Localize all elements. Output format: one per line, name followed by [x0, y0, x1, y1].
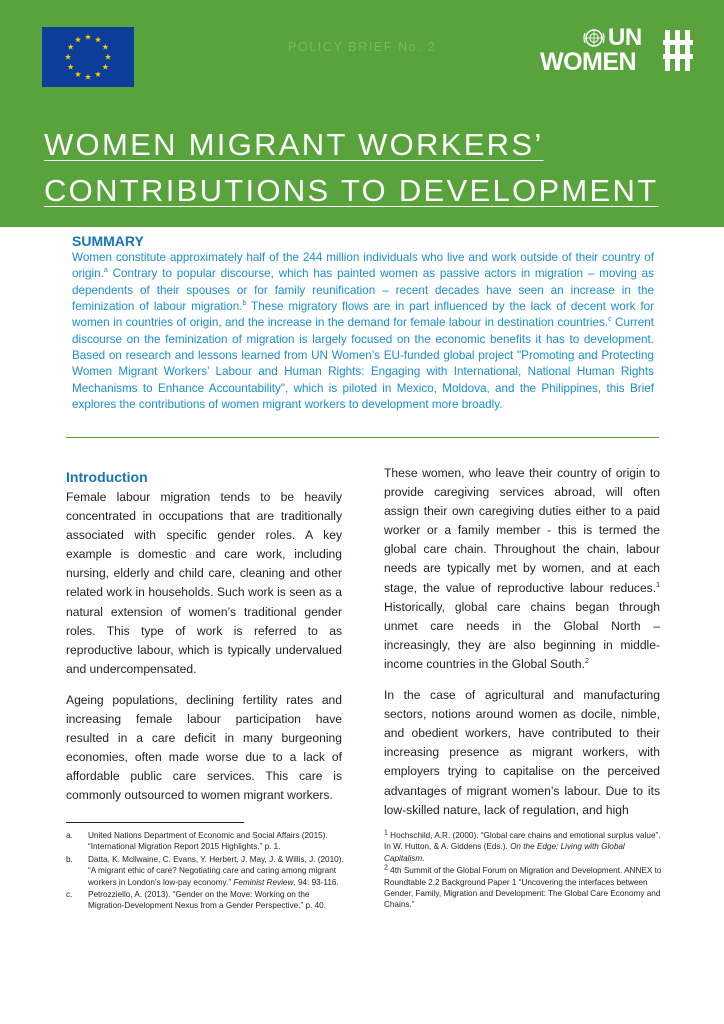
logo-un-text: UN	[608, 24, 642, 51]
summary-text: Women constitute approximately half of the 244 million individuals who live and work outside of their country of origin.$^a$ Contrary to popular discourse, which has painted women as passive actors in migration – moving as dependents of their spouses or for family reunification – recent decades have seen an increase in the feminization of labour migration.$^b$ These migratory flows are in part influenced by the lack of decent work for women in countries of origin, and the increase in the demand for female labour in destination countries.$^c$ Current discourse on the feminization of migration is largely focused on the economic benefits it has to development. Based on research and lessons learned from UN Women’s EU-funded global project "Promoting and Protecting Women Migrant Workers’ Labour and Human Rights: Engaging with International, National Human Rights Mechanisms to Enhance Accountability", which is piloted in Mexico, Moldova, and the Philippines, this Brief explores the contributions of women migrant workers to development more broadly.	[72, 251, 654, 412]
footnote-1: $^1$ Hochschild, A.R. (2000). “Global care chains and emotional surplus value”. In W. Hutton, & A. Giddens (Eds.). On the Edge: Living with Global Capitalism.	[384, 829, 661, 863]
eu-star-icon	[85, 34, 91, 40]
eu-star-icon	[65, 54, 71, 60]
footnote-divider	[66, 822, 244, 823]
eu-star-icon	[85, 74, 91, 80]
header-banner	[0, 0, 724, 227]
footnote-2: $^2$ 4th Summit of the Global Forum on Migration and Development. ANNEX to Roundtable 2.2 Background Paper 1 “Uncovering the interfaces between Gender, Family, Migration and Development: The Global Care Economy and Chains.”	[384, 864, 662, 910]
left-column	[66, 466, 342, 818]
eu-star-icon	[75, 71, 81, 77]
eu-flag-logo	[42, 27, 134, 87]
policy-brief-label: POLICY BRIEF No. 2	[287, 40, 437, 54]
footnotes-right	[384, 830, 664, 912]
eu-star-icon	[68, 64, 74, 70]
page-title	[44, 122, 684, 214]
equality-mark-icon	[663, 28, 693, 73]
summary-section	[72, 232, 654, 413]
footnotes-left	[66, 830, 344, 913]
right-paragraph-2: In the case of agricultural and manufacturing sectors, notions around women as docile, nimble, and obedient workers, have contributed to their increasing presence as migrant workers, with employers trying to capitalise on the perceived advantages of migrant women’s labour. Due to its low-skilled nature, lack of regulation, and high	[384, 688, 660, 817]
summary-divider	[66, 437, 659, 438]
footnote-a: a. United Nations Department of Economic and Social Affairs (2015). “International Migration Report 2015 Highlights.” p. 1.	[66, 831, 328, 852]
right-paragraph-1: These women, who leave their country of origin to provide caregiving services abroad, will often assign their own caregiving duties either to a paid worker or a family member - this is termed the global care chain. Throughout the chain, labour needs are typically met by women, and at each stage, the value of reproductive labour reduces.$^1$ Historically, global care chains began through unmet care needs in the Global North – increasingly, they are also beginning in middle-income countries in the Global South.$^2$	[384, 466, 660, 671]
intro-paragraph-2: Ageing populations, declining fertility rates and increasing female labour participation have resulted in a care deficit in many burgeoning economies, often made worse due to a lack of affordable public care services. This care is commonly outsourced to women migrant workers.	[66, 692, 342, 803]
un-women-logo	[540, 25, 695, 75]
intro-paragraph-1: Female labour migration tends to be heavily concentrated in occupations that are traditionally associated with specific gender roles. A key example is domestic and care work, including nursing, elderly and child care, cleaning and other related work in households. Such work is seen as a natural extension of women’s traditional gender roles. This type of work is referred to as reproductive labour, which is typically undervalued and undercompensated.	[66, 490, 342, 676]
title-line-1: WOMEN MIGRANT WORKERS’	[44, 127, 544, 162]
eu-star-icon	[105, 54, 111, 60]
footnote-b: b. Datta, K. Mcllwaine, C. Evans, Y. Herbert, J. May, J. & Willis, J. (2010). “A migrant ethic of care? Negotiating care and caring among migrant workers in London’s low-pay economy.” Feminist Review, 94: 93-116.	[66, 854, 344, 887]
eu-star-icon	[95, 71, 101, 77]
summary-heading: SUMMARY	[72, 233, 144, 249]
title-line-2: CONTRIBUTIONS TO DEVELOPMENT	[44, 173, 659, 208]
footnote-c: c. Petrozziello, A. (2013). “Gender on the Move: Working on the Migration-Development Nexus from a Gender Perspective.” p. 40.	[66, 890, 326, 911]
eu-star-icon	[102, 64, 108, 70]
right-column	[384, 464, 660, 832]
eu-stars-icon	[42, 27, 134, 87]
introduction-heading: Introduction	[66, 469, 148, 485]
un-emblem-icon	[583, 27, 605, 49]
logo-women-text: WOMEN	[540, 48, 637, 76]
